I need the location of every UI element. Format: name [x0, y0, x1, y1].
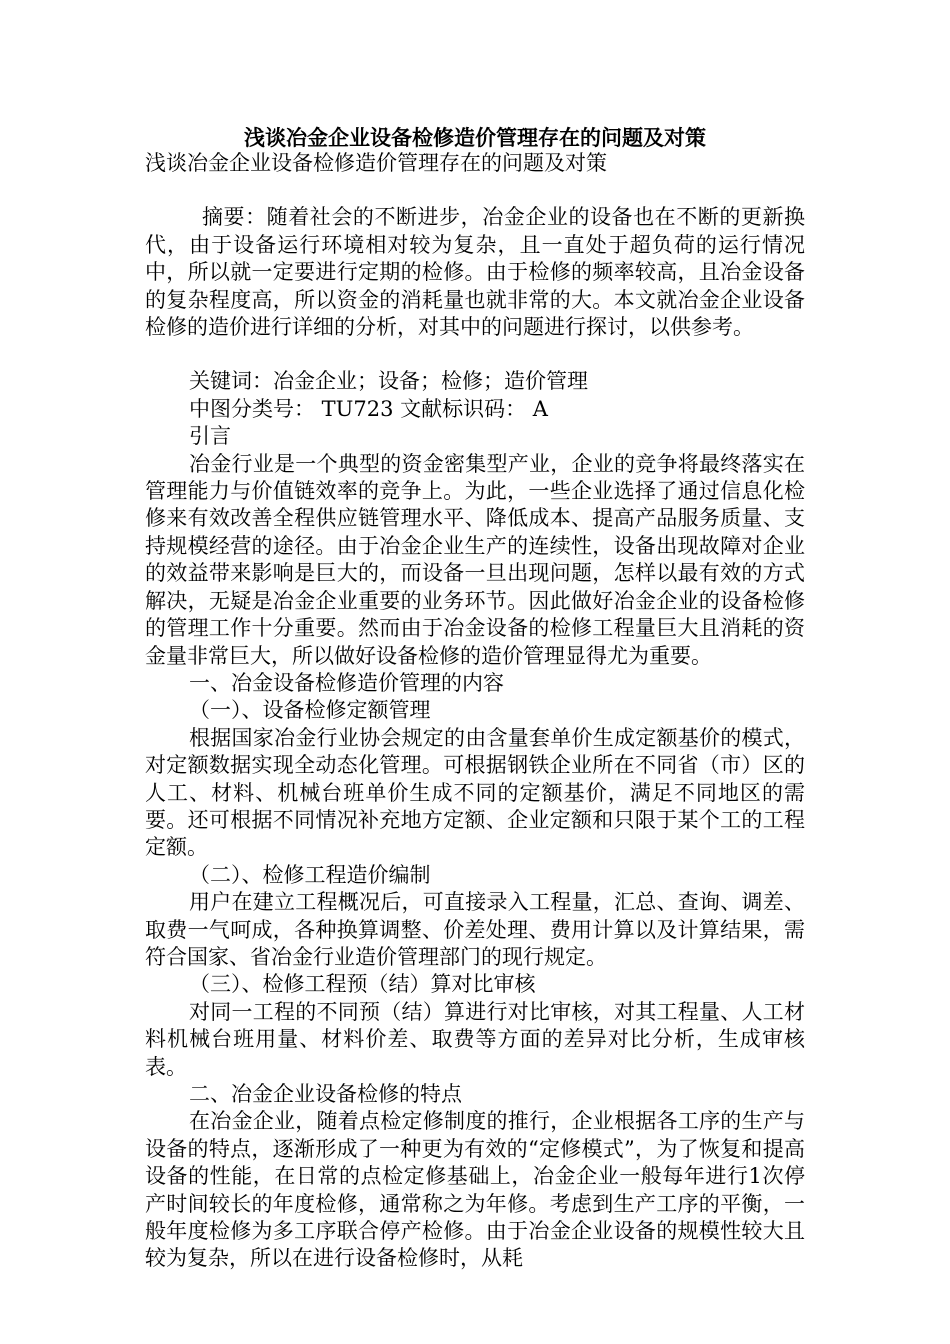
keywords-line: 关键词：冶金企业；设备；检修；造价管理	[189, 369, 588, 394]
body-paragraph: 在冶金企业，随着点检定修制度的推行，企业根据各工序的生产与设备的特点，逐渐形成了一种更为有效的“定修模式”，为了恢复和提高设备的性能，在日常的点检定修基础上，冶金企业一般每年进行1次停产时间较长的年度检修，通常称之为年修。考虑到生产工序的平衡，一般年度检修为多工序联合停产检修。由于冶金企业设备的规模性较大且较为复杂，所以在进行设备检修时，从耗	[145, 1109, 805, 1271]
body-paragraph: 根据国家冶金行业协会规定的由含量套单价生成定额基价的模式，对定额数据实现全动态化管理。可根据钢铁企业所在不同省（市）区的人工、材料、机械台班单价生成不同的定额基价，满足不同地区的需要。还可根据不同情况补充地方定额、企业定额和只限于某个工的工程定额。	[145, 725, 805, 860]
subsection-heading: （一）、设备检修定额管理	[189, 698, 431, 723]
document-title: 浅谈冶金企业设备检修造价管理存在的问题及对策	[244, 126, 706, 150]
section-heading: 一、冶金设备检修造价管理的内容	[189, 670, 504, 695]
intro-heading: 引言	[189, 424, 231, 449]
document-body	[145, 150, 805, 1273]
subsection-heading: （二）、检修工程造价编制	[189, 862, 431, 887]
classification-line: 中图分类号： TU723 文献标识码： A	[189, 396, 548, 421]
body-paragraph: 对同一工程的不同预（结）算进行对比审核，对其工程量、人工材料机械台班用量、材料价差、取费等方面的差异对比分析，生成审核表。	[145, 999, 805, 1079]
spacer	[145, 177, 805, 204]
intro-paragraph: 冶金行业是一个典型的资金密集型产业，企业的竞争将最终落实在管理能力与价值链效率的竞争上。为此，一些企业选择了通过信息化检修来有效改善全程供应链管理水平、降低成本、提高产品服务质量、支持规模经营的途径。由于冶金企业生产的连续性，设备出现故障对企业的效益带来影响是巨大的，而设备一旦出现问题，怎样以最有效的方式解决，无疑是冶金企业重要的业务环节。因此做好冶金企业的设备检修的管理工作十分重要。然而由于冶金设备的检修工程量巨大且消耗的资金量非常巨大，所以做好设备检修的造价管理显得尤为重要。	[145, 451, 805, 668]
spacer	[145, 341, 805, 368]
section-heading: 二、冶金企业设备检修的特点	[189, 1082, 462, 1106]
body-paragraph: 用户在建立工程概况后，可直接录入工程量，汇总、查询、调差、取费一气呵成，各种换算调整、价差处理、费用计算以及计算结果，需符合国家、省冶金行业造价管理部门的现行规定。	[145, 890, 805, 969]
document-subtitle: 浅谈冶金企业设备检修造价管理存在的问题及对策	[145, 151, 607, 175]
abstract-paragraph: 摘要：随着社会的不断进步，冶金企业的设备也在不断的更新换代，由于设备运行环境相对较为复杂，且一直处于超负荷的运行情况中，所以就一定要进行定期的检修。由于检修的频率较高，且冶金设备的复杂程度高，所以资金的消耗量也就非常的大。本文就冶金企业设备检修的造价进行详细的分析，对其中的问题进行探讨，以供参考。	[145, 205, 805, 340]
subsection-heading: （三）、检修工程预（结）算对比审核	[189, 972, 536, 997]
